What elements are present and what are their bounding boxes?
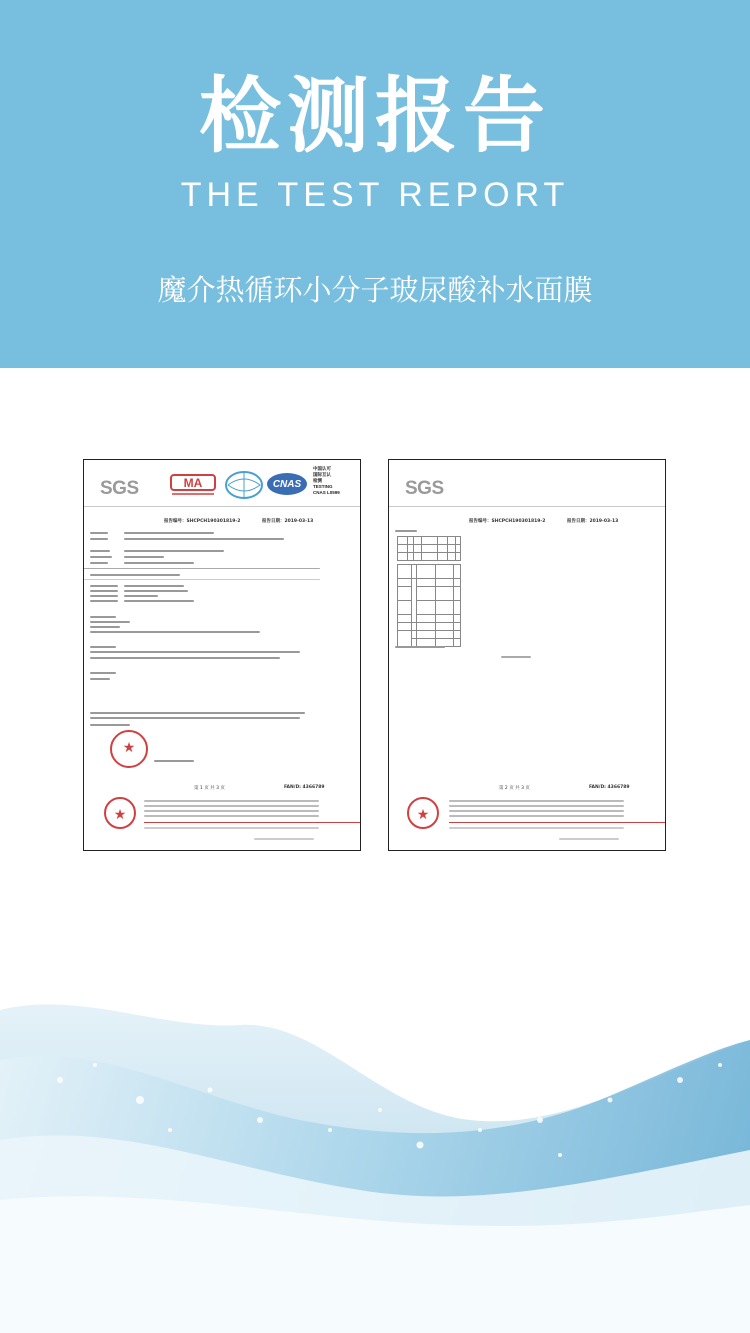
report-date: 报告日期：2019-03-13 (567, 519, 619, 524)
page-number: 第 2 页 共 3 页 (499, 786, 530, 791)
page-number: 第 1 页 共 3 页 (194, 786, 225, 791)
divider (84, 506, 360, 507)
sgs-seal-icon (104, 797, 136, 829)
result-table-1 (397, 536, 461, 561)
sgs-logo: SGS (405, 478, 444, 499)
report-page-2[interactable] (388, 459, 666, 851)
report-page-1[interactable] (83, 459, 361, 851)
sgs-seal-icon (407, 797, 439, 829)
divider (389, 506, 665, 507)
svg-text:CNAS: CNAS (272, 479, 302, 490)
page-title: 检测报告 (198, 69, 551, 164)
cma-logo-icon (170, 472, 216, 498)
ilac-mra-logo-icon (224, 470, 264, 500)
company-seal-icon (110, 730, 148, 768)
cnas-accreditation-text: 中国认可 国际互认 检测 TESTING CNAS L0599 (313, 466, 340, 495)
result-table-2 (397, 564, 461, 647)
report-number: 报告编号：SHCPCH190301819-2 (164, 519, 241, 524)
water-wave-image (0, 970, 750, 1333)
header-banner (0, 0, 750, 368)
cnas-logo-icon (266, 470, 308, 498)
fan-number: FAN/D: 4366789 (589, 785, 630, 790)
svg-text:MA: MA (183, 476, 203, 490)
sgs-logo: SGS (100, 478, 139, 499)
product-name: 魔介热循环小分子玻尿酸补水面膜 (157, 273, 593, 307)
report-date: 报告日期：2019-03-13 (262, 519, 314, 524)
report-number: 报告编号：SHCPCH190301819-2 (469, 519, 546, 524)
fan-number: FAN/D: 4366789 (284, 785, 325, 790)
page-subtitle: THE TEST REPORT (180, 176, 570, 214)
